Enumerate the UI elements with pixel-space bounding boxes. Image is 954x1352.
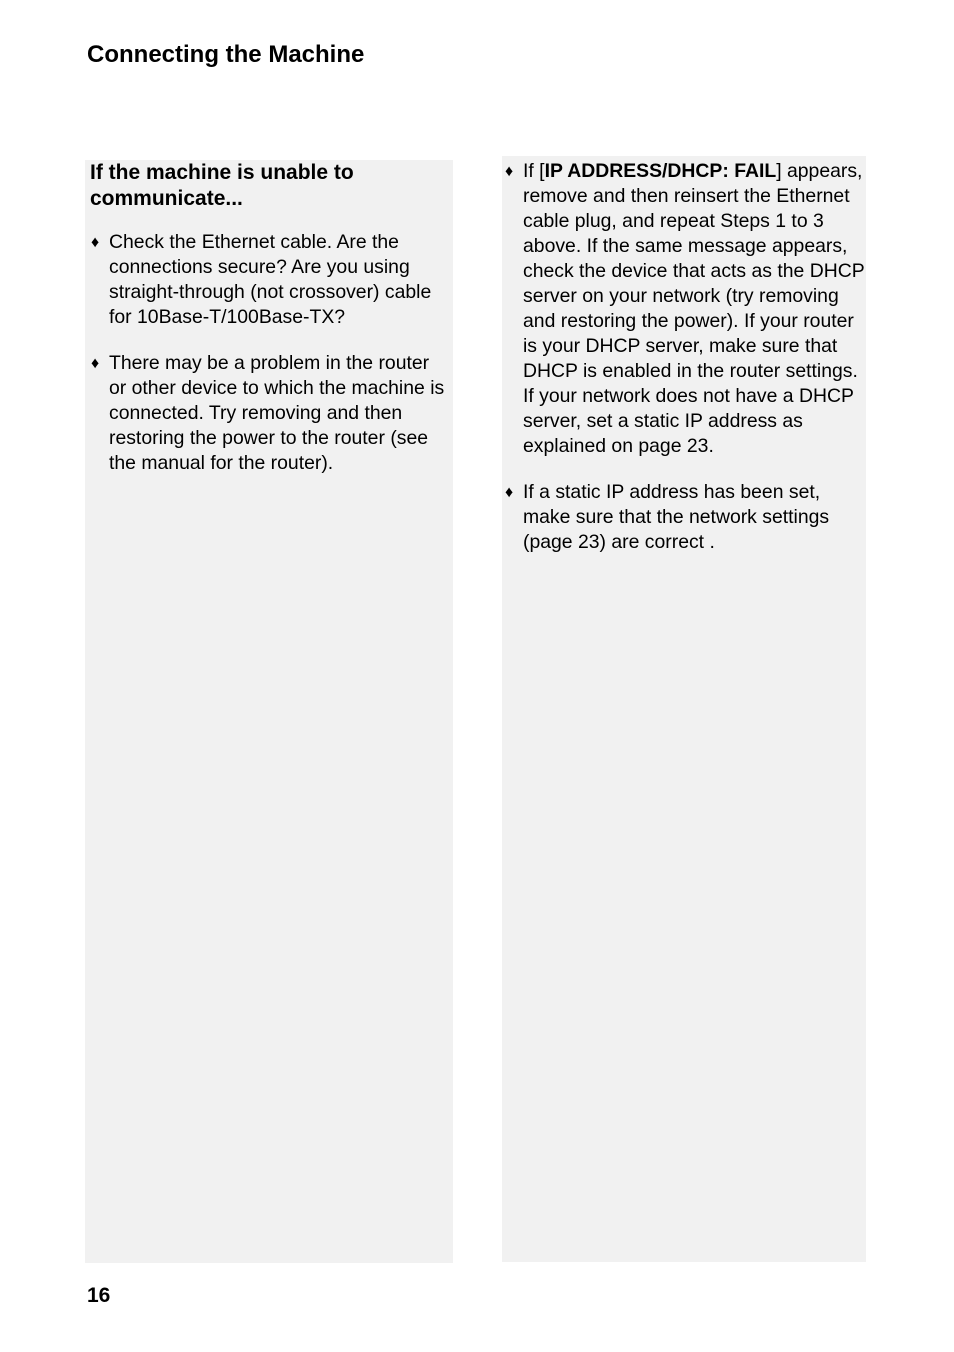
list-item-text: Check the Ethernet cable. Are the connections secure? Are you using straight-through (not crossover) cable for 10Base-T/100Base-TX? xyxy=(109,231,432,328)
list-item-suffix: ] appears, remove and then reinsert the Ethernet cable plug, and repeat Steps 1 to 3 above. If the same message appears, check the device that acts as the DHCP server on your network (try removing and restoring the power). If your router is your DHCP server, make sure that DHCP is enabled in the router settings. If your network does not have a DHCP server, set a static IP address as explained on page 23. xyxy=(523,160,865,457)
page-title: Connecting the Machine xyxy=(87,41,365,68)
error-message-code: IP ADDRESS/DHCP: FAIL xyxy=(544,160,777,182)
list-item xyxy=(503,159,865,459)
list-item-text: There may be a problem in the router or other device to which the machine is connected. Try removing and then restoring the power to the router (see the manual for the router). xyxy=(109,352,445,474)
bullet-list xyxy=(503,159,865,576)
diamond-bullet-icon: ♦ xyxy=(91,355,100,372)
list-item xyxy=(89,351,451,476)
list-item-text: If a static IP address has been set, make sure that the network settings (page 23) are correct . xyxy=(523,481,830,553)
diamond-bullet-icon: ♦ xyxy=(91,234,100,251)
troubleshooting-panel-left xyxy=(85,160,453,1263)
bullet-list xyxy=(89,230,451,497)
troubleshooting-panel-right xyxy=(502,156,866,1262)
list-item-prefix: If [ xyxy=(523,160,545,182)
section-heading: If the machine is unable to communicate... xyxy=(90,161,354,210)
list-item xyxy=(89,230,451,330)
page-number: 16 xyxy=(87,1284,111,1307)
diamond-bullet-icon: ♦ xyxy=(505,163,514,180)
diamond-bullet-icon: ♦ xyxy=(505,484,514,501)
list-item xyxy=(503,480,865,555)
list-item-text xyxy=(523,160,864,457)
